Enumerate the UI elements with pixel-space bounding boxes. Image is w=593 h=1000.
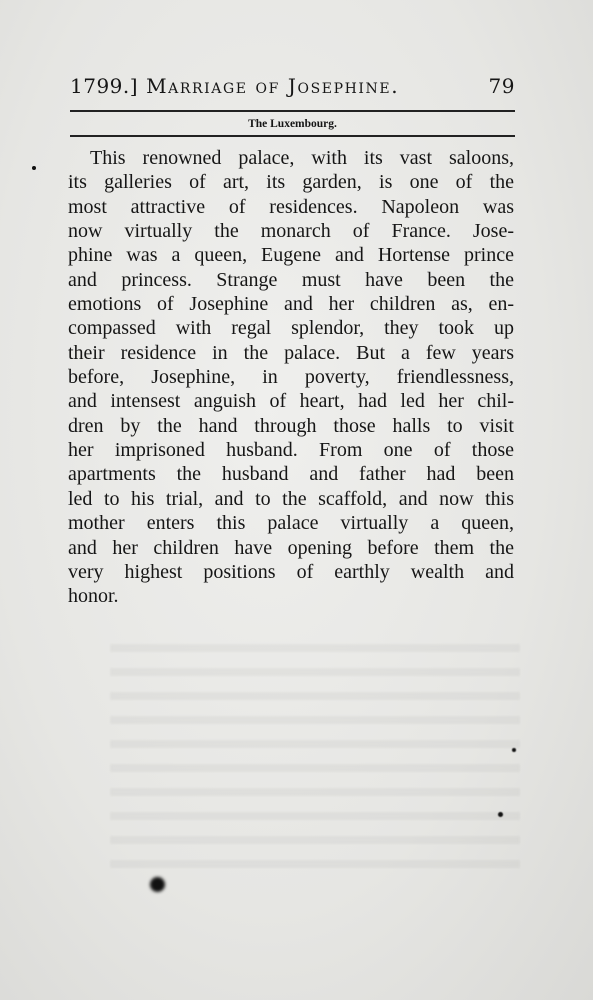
header-year: 1799.] (70, 74, 139, 98)
page-number: 79 (488, 74, 515, 98)
text-line: led to his trial, and to the scaffold, and now this (68, 487, 514, 510)
text-line: dren by the hand through those halls to visit (68, 414, 514, 437)
text-line: her imprisoned husband. From one of those (68, 439, 514, 462)
text-line: most attractive of residences. Napoleon was (68, 195, 514, 218)
text-line: apartments the husband and father had been (68, 463, 514, 486)
text-line: This renowned palace, with its vast saloons, (90, 147, 514, 169)
text-line: its galleries of art, its garden, is one of the (68, 171, 514, 194)
text-line: their residence in the palace. But a few years (68, 341, 514, 364)
header-title: Marriage of Josephine. (146, 74, 400, 98)
running-header (70, 74, 515, 104)
header-rule-top (70, 110, 515, 112)
text-line: honor. (68, 585, 119, 608)
text-line: and intensest anguish of heart, had led her chil- (68, 390, 514, 413)
text-line: compassed with regal splendor, they took up (68, 317, 514, 340)
text-line: and princess. Strange must have been the (68, 268, 514, 291)
show-through-text (110, 630, 520, 880)
text-line: phine was a queen, Eugene and Hortense prince (68, 244, 514, 267)
text-line: now virtually the monarch of France. Jose- (68, 220, 514, 243)
header-rule-bottom (70, 135, 515, 137)
header-left (70, 74, 399, 98)
text-line: emotions of Josephine and her children as, en- (68, 293, 514, 316)
ink-spot (150, 877, 165, 892)
text-line: very highest positions of earthly wealth and (68, 560, 514, 583)
text-line: and her children have opening before them the (68, 536, 514, 559)
section-subheading: The Luxembourg. (248, 118, 337, 130)
text-line: mother enters this palace virtually a queen, (68, 512, 514, 535)
body-paragraph (68, 146, 514, 609)
text-line: before, Josephine, in poverty, friendlessness, (68, 366, 514, 389)
ink-spot (512, 748, 516, 752)
ink-spot (32, 166, 36, 170)
ink-spot (498, 812, 503, 817)
